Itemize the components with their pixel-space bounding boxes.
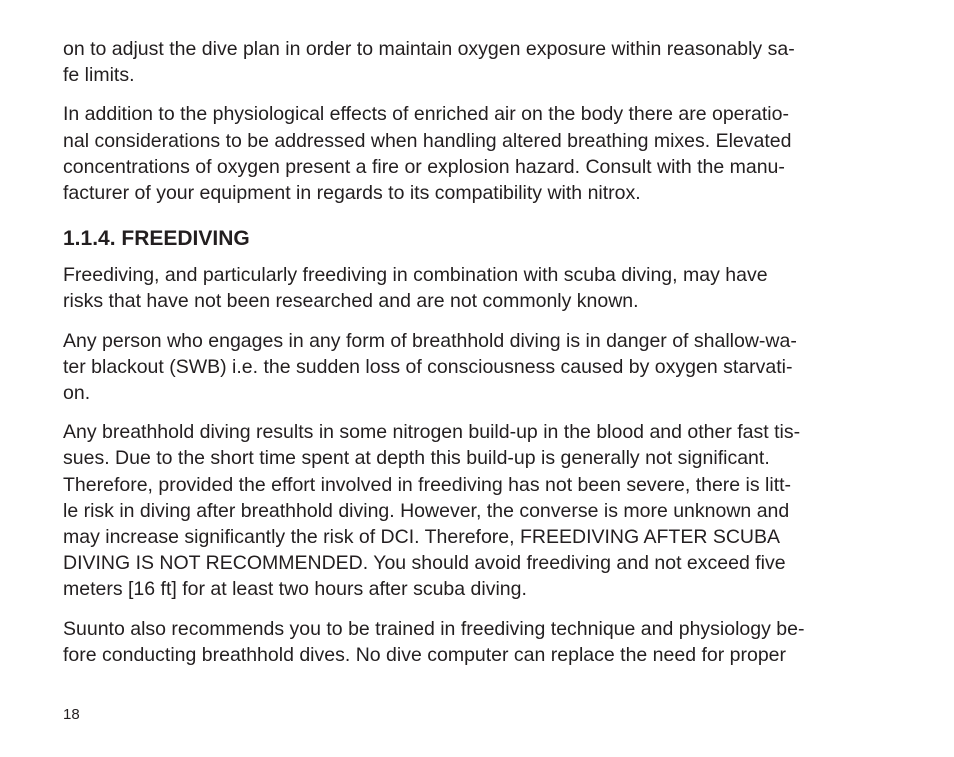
paragraph-shallow-water-blackout: Any person who engages in any form of breathhold diving is in danger of shallow-wa- ter blackout (SWB) i.e. the sudden loss of consciousness caused by oxygen starvati- on. [63,329,797,405]
paragraph-training-recommendation: Suunto also recommends you to be trained in freediving technique and physiology be- fore conducting breathhold dives. No dive computer can replace the need for proper [63,617,805,666]
section-heading-freediving: 1.1.4. FREEDIVING [63,227,250,251]
page-number: 18 [63,706,80,723]
paragraph-freediving-risks: Freediving, and particularly freediving in combination with scuba diving, may have risks that have not been researched and are not commonly known. [63,264,768,313]
paragraph-operational-considerations: In addition to the physiological effects of enriched air on the body there are operatio- nal considerations to be addressed when handling altered breathing mixes. Elevated concentrations of oxygen present a fire or explosion hazard. Consult with the manu- facturer of your equipment in regards to its compatibility with nitrox. [63,103,792,205]
page-content [63,36,907,681]
paragraph-nitrogen-buildup: Any breathhold diving results in some nitrogen build-up in the blood and other fast tis- sues. Due to the short time spent at depth this build-up is generally not significant. Therefore, provided the effort involved in freediving has not been severe, there is litt- le risk in diving after breathhold diving. However, the converse is more unknown and may increase significantly the risk of DCI. Therefore, FREEDIVING AFTER SCUBA DIVING IS NOT RECOMMENDED. You should avoid freediving and not exceed five meters [16 ft] for at least two hours after scuba diving. [63,421,801,601]
paragraph-oxygen-exposure: on to adjust the dive plan in order to maintain oxygen exposure within reasonably sa- fe limits. [63,38,795,87]
